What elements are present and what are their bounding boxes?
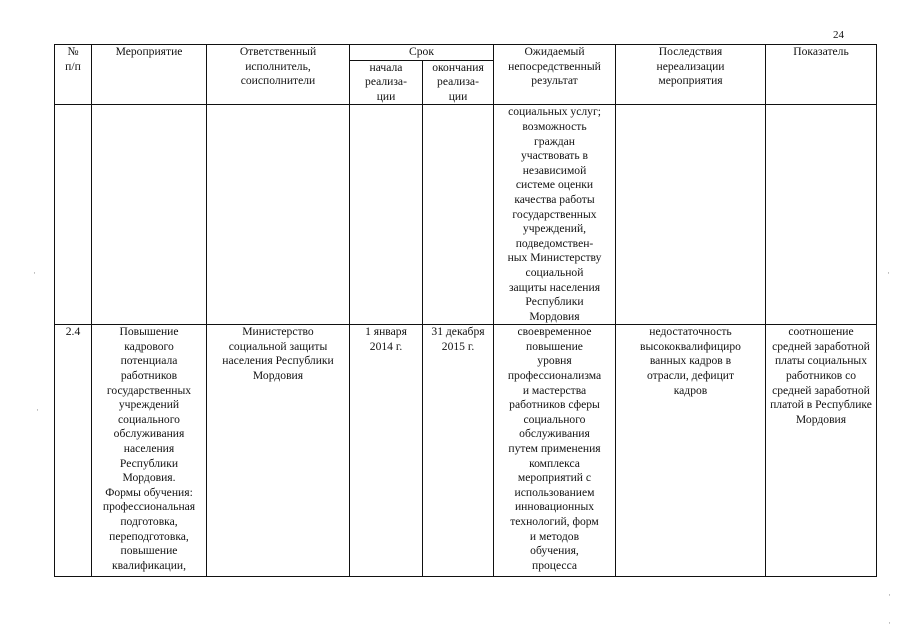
cell-event (92, 105, 207, 325)
cell-end (423, 105, 494, 325)
cell-responsible (207, 105, 350, 325)
table-row (55, 105, 877, 325)
header-term-start: начала реализа- ции (350, 60, 423, 105)
header-term: Срок (350, 45, 494, 61)
scan-speck: · (36, 405, 39, 415)
header-consequences: Последствия нереализации мероприятия (616, 45, 766, 105)
header-row (55, 45, 877, 61)
cell-expected-result: своевременное повышение уровня профессионализма и мастерства работников сферы социального обслуживания путем применения комплекса мероприятий с использованием инновационных технологий, форм и методов обучения, процесса (494, 325, 616, 577)
scan-speck: · (888, 618, 891, 628)
cell-indicator (766, 105, 877, 325)
cell-responsible: Министерство социальной защиты населения Республики Мордовия (207, 325, 350, 577)
cell-consequences (616, 105, 766, 325)
cell-indicator: соотношение средней заработной платы социальных работников со средней заработной платой в Республике Мордовия (766, 325, 877, 577)
scan-speck: · (33, 268, 36, 278)
cell-end: 31 декабря 2015 г. (423, 325, 494, 577)
header-event: Мероприятие (92, 45, 207, 105)
header-indicator: Показатель (766, 45, 877, 105)
cell-expected-result: социальных услуг; возможность граждан участвовать в независимой системе оценки качества работы государственных учреждений, подведомствен- ных Министерству социальной защиты населения Республики Мордовия (494, 105, 616, 325)
header-num: № п/п (55, 45, 92, 105)
cell-num (55, 105, 92, 325)
scan-speck: · (887, 268, 890, 278)
page-number: 24 (833, 29, 844, 41)
scan-speck: · (888, 590, 891, 600)
cell-event: Повышение кадрового потенциала работников государственных учреждений социального обслуживания населения Республики Мордовия. Формы обучения: профессиональная подготовка, переподготовка, повышение квалификации, (92, 325, 207, 577)
header-expected-result: Ожидаемый непосредственный результат (494, 45, 616, 105)
cell-start (350, 105, 423, 325)
cell-consequences: недостаточность высококвалифициро ванных кадров в отрасли, дефицит кадров (616, 325, 766, 577)
table-row (55, 325, 877, 577)
cell-num: 2.4 (55, 325, 92, 577)
header-term-end: окончания реализа- ции (423, 60, 494, 105)
plan-table (54, 44, 877, 577)
cell-start: 1 января 2014 г. (350, 325, 423, 577)
header-responsible: Ответственный исполнитель, соисполнители (207, 45, 350, 105)
